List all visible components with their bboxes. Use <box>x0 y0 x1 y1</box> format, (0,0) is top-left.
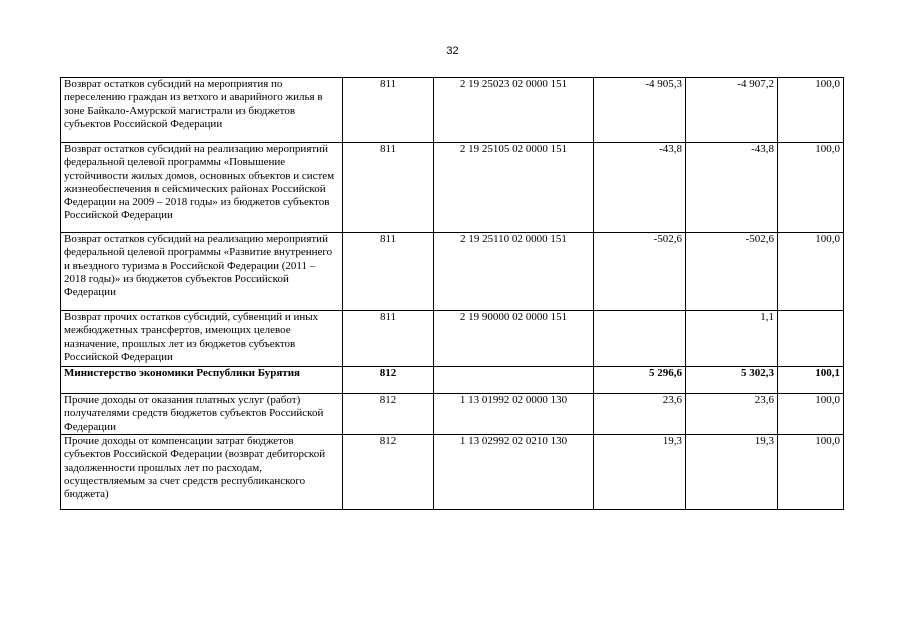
row-actual: 19,3 <box>686 435 778 510</box>
table-row <box>61 394 844 435</box>
row-budget-code <box>434 367 594 394</box>
row-budget-code: 2 19 25105 02 0000 151 <box>434 143 594 233</box>
table-row <box>61 435 844 510</box>
row-description: Возврат остатков субсидий на реализацию мероприятий федеральной целевой программы «Повышение устойчивости жилых домов, основных объектов и систем жизнеобеспечения в сейсмических районах Российской Федерации на 2009 – 2018 годы» из бюджетов субъектов Российской Федерации <box>61 143 343 233</box>
row-admin-code: 812 <box>343 367 434 394</box>
row-percent: 100,0 <box>778 233 844 311</box>
row-admin-code: 811 <box>343 78 434 143</box>
row-description: Прочие доходы от оказания платных услуг (работ) получателями средств бюджетов субъектов Российской Федерации <box>61 394 343 435</box>
table-row <box>61 143 844 233</box>
row-budget-code: 2 19 25023 02 0000 151 <box>434 78 594 143</box>
row-budget-code: 1 13 01992 02 0000 130 <box>434 394 594 435</box>
row-planned: -502,6 <box>594 233 686 311</box>
row-percent: 100,0 <box>778 78 844 143</box>
row-actual: -502,6 <box>686 233 778 311</box>
row-percent: 100,0 <box>778 143 844 233</box>
row-planned: 5 296,6 <box>594 367 686 394</box>
row-budget-code: 2 19 90000 02 0000 151 <box>434 311 594 367</box>
row-percent <box>778 311 844 367</box>
row-admin-code: 811 <box>343 311 434 367</box>
row-actual: -43,8 <box>686 143 778 233</box>
row-description: Возврат остатков субсидий на реализацию мероприятий федеральной целевой программы «Развитие внутреннего и въездного туризма в Российской Федерации (2011 – 2018 годы)» из бюджетов субъектов Российской Федерации <box>61 233 343 311</box>
row-description: Возврат прочих остатков субсидий, субвенций и иных межбюджетных трансфертов, имеющих целевое назначение, прошлых лет из бюджетов субъектов Российской Федерации <box>61 311 343 367</box>
table-row <box>61 311 844 367</box>
row-planned <box>594 311 686 367</box>
row-description: Возврат остатков субсидий на мероприятия по переселению граждан из ветхого и аварийного жилья в зоне Байкало-Амурской магистрали из бюджетов субъектов Российской Федерации <box>61 78 343 143</box>
row-planned: 23,6 <box>594 394 686 435</box>
row-description: Министерство экономики Республики Бурятия <box>61 367 343 394</box>
row-percent: 100,1 <box>778 367 844 394</box>
row-percent: 100,0 <box>778 435 844 510</box>
table-row <box>61 78 844 143</box>
row-admin-code: 812 <box>343 435 434 510</box>
row-planned: -4 905,3 <box>594 78 686 143</box>
row-actual: 1,1 <box>686 311 778 367</box>
revenue-table <box>60 77 844 510</box>
row-actual: -4 907,2 <box>686 78 778 143</box>
page-number: 32 <box>446 45 459 57</box>
row-admin-code: 812 <box>343 394 434 435</box>
row-admin-code: 811 <box>343 233 434 311</box>
table-row-ministry-header <box>61 367 844 394</box>
row-budget-code: 2 19 25110 02 0000 151 <box>434 233 594 311</box>
row-percent: 100,0 <box>778 394 844 435</box>
row-budget-code: 1 13 02992 02 0210 130 <box>434 435 594 510</box>
row-description: Прочие доходы от компенсации затрат бюджетов субъектов Российской Федерации (возврат дебиторской задолженности прошлых лет по расходам, осуществляемым за счет средств республиканского бюджета) <box>61 435 343 510</box>
row-actual: 23,6 <box>686 394 778 435</box>
row-actual: 5 302,3 <box>686 367 778 394</box>
row-admin-code: 811 <box>343 143 434 233</box>
table-row <box>61 233 844 311</box>
row-planned: 19,3 <box>594 435 686 510</box>
row-planned: -43,8 <box>594 143 686 233</box>
